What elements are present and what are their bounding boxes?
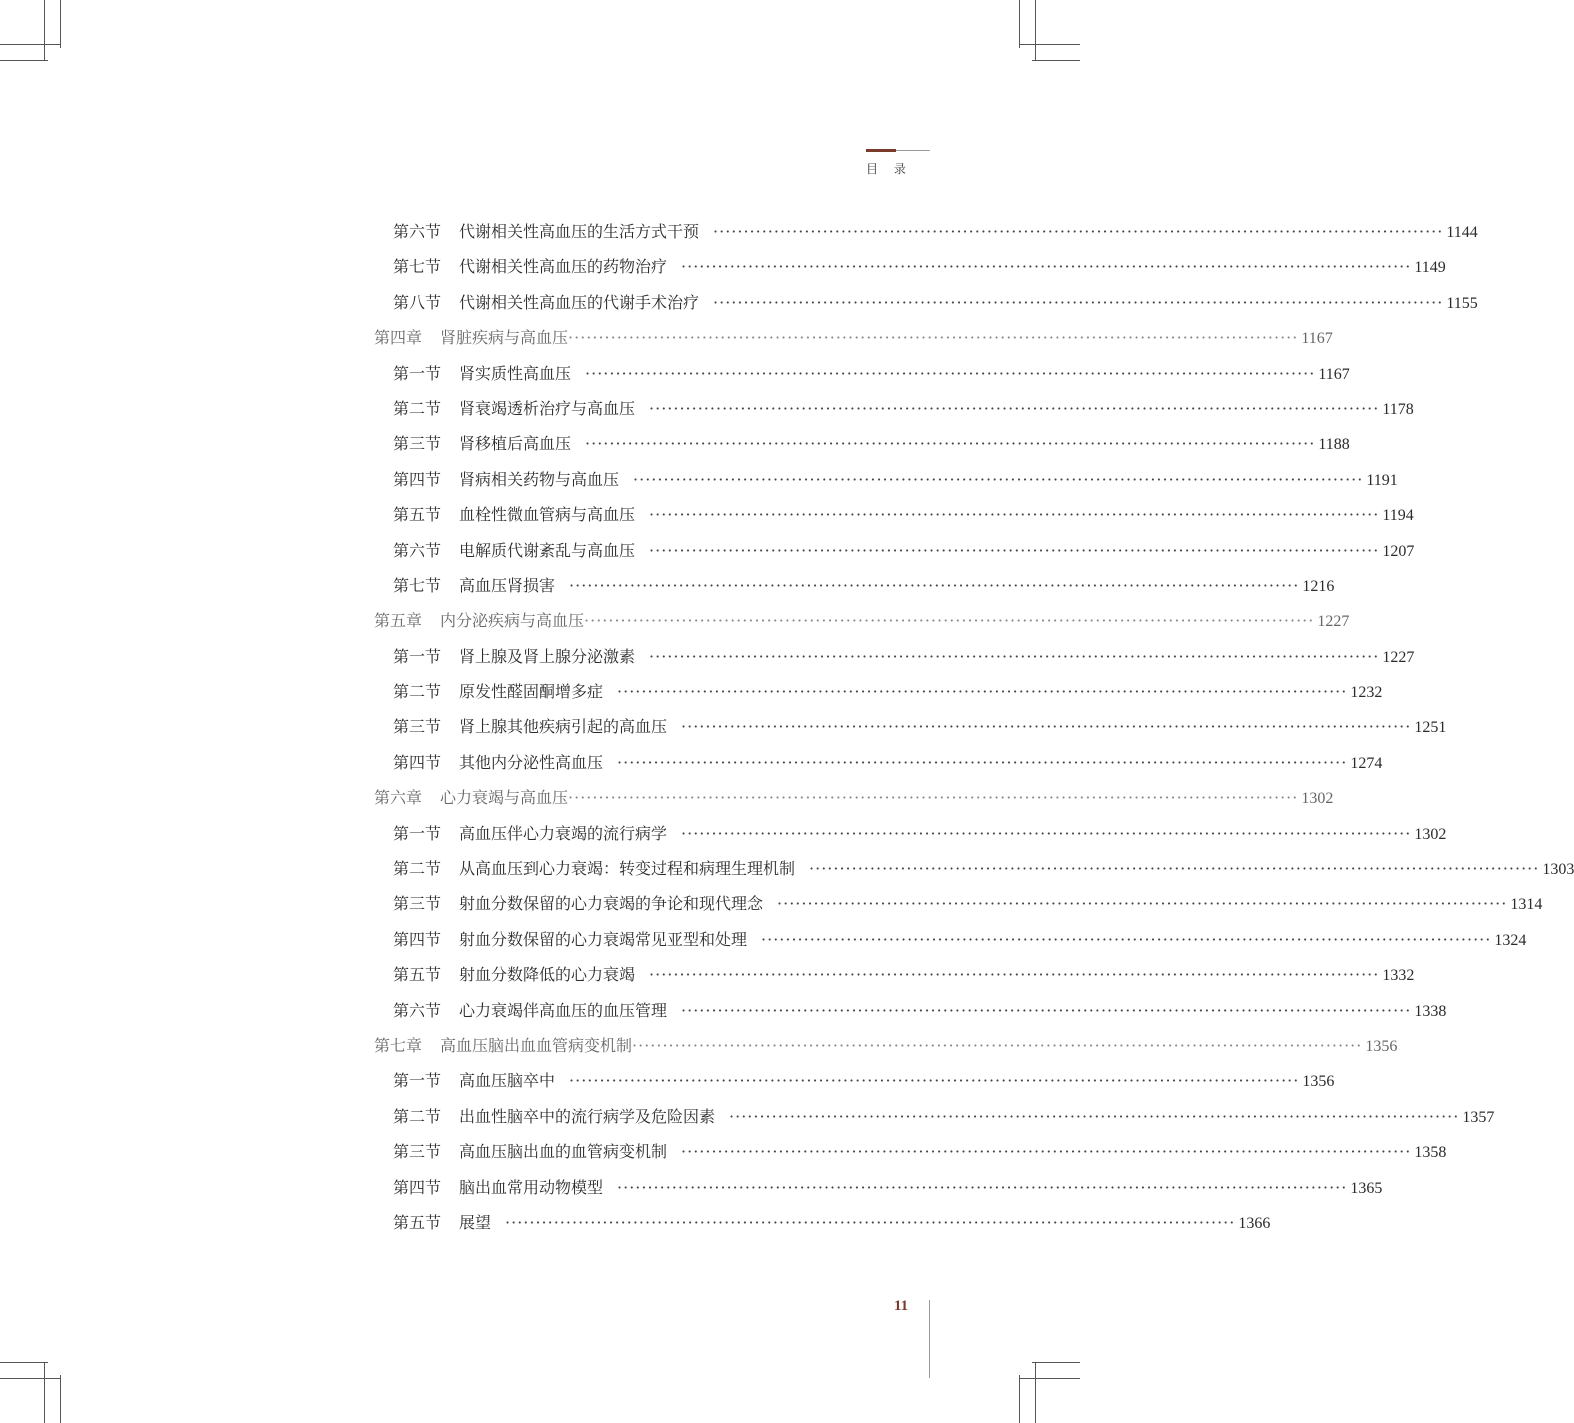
toc-section-entry[interactable] bbox=[374, 922, 1527, 957]
dot-leader: ························································································································ bbox=[585, 363, 1316, 383]
toc-section-entry[interactable] bbox=[374, 993, 1447, 1028]
crop-mark-tl-v bbox=[60, 0, 61, 48]
toc-entry-page: 1191 bbox=[1366, 471, 1398, 489]
dot-leader: ························································································································ bbox=[681, 1142, 1412, 1162]
toc-entry-page: 1227 bbox=[1382, 648, 1415, 666]
toc-entry-number: 第一节 bbox=[393, 363, 442, 383]
toc-section-entry[interactable] bbox=[374, 1205, 1271, 1240]
dot-leader: ························································································································ bbox=[584, 611, 1315, 631]
crop-mark-bl-h2 bbox=[0, 1362, 48, 1363]
crop-mark-tl-v2 bbox=[44, 0, 45, 60]
toc-entry-number: 第四节 bbox=[393, 929, 442, 949]
dot-leader: ························································································································ bbox=[713, 292, 1444, 312]
toc-section-entry[interactable] bbox=[374, 1063, 1335, 1098]
header-accent-rule bbox=[866, 149, 896, 152]
toc-entry-title: 原发性醛固酮增多症 bbox=[459, 682, 604, 702]
dot-leader: ························································································································ bbox=[649, 398, 1380, 418]
toc-entry-title: 射血分数保留的心力衰竭常见亚型和处理 bbox=[459, 929, 748, 949]
toc-entry-number: 第六节 bbox=[393, 222, 442, 241]
dot-leader: ························································································································ bbox=[649, 646, 1380, 666]
toc-entry-title: 其他内分泌性高血压 bbox=[459, 752, 604, 772]
toc-entry-page: 1194 bbox=[1382, 507, 1414, 525]
toc-section-entry[interactable] bbox=[374, 497, 1414, 532]
toc-entry-number: 第三节 bbox=[393, 1142, 442, 1162]
dot-leader: ························································································································ bbox=[569, 575, 1300, 595]
toc-entry-page: 1178 bbox=[1382, 400, 1414, 418]
dot-leader: ························································································································ bbox=[633, 469, 1364, 489]
header-rule bbox=[896, 150, 930, 151]
toc-section-entry[interactable] bbox=[374, 851, 1574, 886]
toc-entry-page: 1167 bbox=[1318, 365, 1350, 383]
crop-mark-tr-v bbox=[1019, 0, 1020, 48]
page-number: 11 bbox=[894, 1298, 909, 1314]
toc-entry-page: 1251 bbox=[1414, 719, 1447, 737]
toc-entry-number: 第五章 bbox=[374, 611, 423, 631]
toc-entry-title: 高血压脑卒中 bbox=[459, 1071, 556, 1091]
dot-leader: ························································································································ bbox=[649, 540, 1380, 560]
toc-entry-number: 第三节 bbox=[393, 894, 442, 914]
dot-leader: ························································································································ bbox=[777, 894, 1508, 914]
toc-section-entry[interactable] bbox=[374, 285, 1478, 320]
dot-leader: ························································································································ bbox=[568, 788, 1299, 808]
toc-entry-title: 肾脏疾病与高血压 bbox=[440, 328, 569, 348]
toc-entry-number: 第五节 bbox=[393, 1212, 442, 1232]
toc-entry-page: 1357 bbox=[1462, 1108, 1495, 1126]
dot-leader: ························································································································ bbox=[617, 682, 1348, 702]
dot-leader: ························································································································ bbox=[681, 823, 1412, 843]
toc-chapter-entry[interactable] bbox=[374, 320, 1333, 355]
dot-leader: ························································································································ bbox=[681, 257, 1412, 277]
toc-entry-page: 1366 bbox=[1238, 1214, 1271, 1232]
toc-entry-page: 1155 bbox=[1446, 294, 1478, 312]
dot-leader: ························································································································ bbox=[569, 1071, 1300, 1091]
dot-leader: ························································································································ bbox=[585, 434, 1316, 454]
toc-section-entry[interactable] bbox=[374, 249, 1446, 284]
toc-section-entry[interactable] bbox=[374, 709, 1447, 744]
toc-entry-title: 内分泌疾病与高血压 bbox=[440, 611, 585, 631]
toc-entry-page: 1303 bbox=[1542, 861, 1574, 879]
toc-entry-number: 第七节 bbox=[393, 257, 442, 277]
crop-mark-bl-h bbox=[0, 1378, 60, 1379]
toc-entry-page: 1144 bbox=[1446, 224, 1478, 241]
toc-entry-title: 肾实质性高血压 bbox=[459, 363, 572, 383]
toc-entry-number: 第一节 bbox=[393, 1071, 442, 1091]
toc-entry-title: 肾移植后高血压 bbox=[459, 434, 572, 454]
table-of-contents bbox=[374, 214, 1574, 1240]
toc-entry-number: 第五节 bbox=[393, 965, 442, 985]
dot-leader: ························································································································ bbox=[568, 328, 1299, 348]
toc-chapter-entry[interactable] bbox=[374, 603, 1350, 638]
dot-leader: ························································································································ bbox=[681, 717, 1412, 737]
toc-entry-title: 射血分数降低的心力衰竭 bbox=[459, 965, 636, 985]
toc-entry-number: 第二节 bbox=[393, 859, 442, 879]
crop-mark-br-v2 bbox=[1035, 1363, 1036, 1423]
toc-entry-page: 1207 bbox=[1382, 542, 1415, 560]
toc-entry-number: 第一节 bbox=[393, 823, 442, 843]
dot-leader: ························································································································ bbox=[617, 1177, 1348, 1197]
toc-entry-page: 1356 bbox=[1302, 1073, 1335, 1091]
toc-entry-page: 1358 bbox=[1414, 1144, 1447, 1162]
toc-entry-page: 1302 bbox=[1301, 790, 1334, 808]
toc-section-entry[interactable] bbox=[374, 426, 1350, 461]
toc-section-entry[interactable] bbox=[374, 356, 1350, 391]
toc-entry-title: 电解质代谢紊乱与高血压 bbox=[459, 540, 636, 560]
dot-leader: ························································································································ bbox=[681, 1000, 1412, 1020]
toc-entry-title: 代谢相关性高血压的药物治疗 bbox=[459, 257, 668, 277]
toc-section-entry[interactable] bbox=[374, 1170, 1383, 1205]
toc-section-entry[interactable] bbox=[374, 1134, 1447, 1169]
toc-entry-number: 第三节 bbox=[393, 717, 442, 737]
toc-entry-title: 展望 bbox=[459, 1212, 492, 1232]
toc-entry-title: 肾上腺及肾上腺分泌激素 bbox=[459, 646, 636, 666]
crop-mark-tl-h2 bbox=[0, 60, 48, 61]
toc-entry-number: 第二节 bbox=[393, 398, 442, 418]
dot-leader: ························································································································ bbox=[649, 505, 1380, 525]
toc-entry-title: 肾衰竭透析治疗与高血压 bbox=[459, 398, 636, 418]
toc-entry-page: 1274 bbox=[1350, 754, 1383, 772]
crop-mark-br-h2 bbox=[1032, 1362, 1080, 1363]
dot-leader: ························································································································ bbox=[761, 929, 1492, 949]
toc-section-entry[interactable] bbox=[374, 391, 1414, 426]
toc-entry-page: 1356 bbox=[1365, 1037, 1398, 1055]
toc-entry-title: 代谢相关性高血压的生活方式干预 bbox=[459, 222, 700, 241]
toc-section-entry[interactable] bbox=[374, 568, 1335, 603]
toc-entry-title: 出血性脑卒中的流行病学及危险因素 bbox=[459, 1106, 716, 1126]
toc-entry-number: 第四节 bbox=[393, 469, 442, 489]
toc-entry-number: 第二节 bbox=[393, 1106, 442, 1126]
toc-entry-page: 1227 bbox=[1317, 613, 1350, 631]
dot-leader: ························································································································ bbox=[649, 965, 1380, 985]
toc-entry-number: 第四节 bbox=[393, 752, 442, 772]
toc-section-entry[interactable] bbox=[374, 674, 1383, 709]
dot-leader: ························································································································ bbox=[617, 752, 1348, 772]
toc-entry-number: 第七章 bbox=[374, 1035, 423, 1055]
toc-entry-page: 1188 bbox=[1318, 436, 1350, 454]
toc-entry-page: 1167 bbox=[1301, 330, 1333, 348]
footer-rule bbox=[929, 1300, 930, 1378]
toc-entry-title: 高血压脑出血的血管病变机制 bbox=[459, 1142, 668, 1162]
toc-entry-page: 1216 bbox=[1302, 577, 1335, 595]
dot-leader: ························································································································ bbox=[505, 1212, 1236, 1232]
toc-entry-number: 第五节 bbox=[393, 505, 442, 525]
toc-section-entry[interactable] bbox=[374, 886, 1543, 921]
dot-leader: ························································································································ bbox=[729, 1106, 1460, 1126]
toc-section-entry[interactable] bbox=[374, 462, 1398, 497]
toc-entry-title: 高血压肾损害 bbox=[459, 575, 556, 595]
crop-mark-tl-h bbox=[0, 44, 60, 45]
running-header: 目 录 bbox=[866, 162, 912, 176]
crop-mark-tr-h bbox=[1020, 44, 1080, 45]
toc-entry-page: 1332 bbox=[1382, 967, 1415, 985]
toc-section-entry[interactable] bbox=[374, 639, 1415, 674]
toc-section-entry[interactable] bbox=[374, 816, 1447, 851]
toc-entry-number: 第二节 bbox=[393, 682, 442, 702]
toc-entry-number: 第六节 bbox=[393, 1000, 442, 1020]
toc-entry-title: 肾病相关药物与高血压 bbox=[459, 469, 620, 489]
toc-entry-title: 高血压脑出血血管病变机制 bbox=[440, 1035, 633, 1055]
toc-entry-page: 1338 bbox=[1414, 1002, 1447, 1020]
toc-entry-title: 射血分数保留的心力衰竭的争论和现代理念 bbox=[459, 894, 764, 914]
crop-mark-br-v bbox=[1019, 1375, 1020, 1423]
toc-entry-title: 血栓性微血管病与高血压 bbox=[459, 505, 636, 525]
dot-leader: ························································································································ bbox=[713, 222, 1444, 241]
toc-chapter-entry[interactable] bbox=[374, 780, 1334, 815]
crop-mark-bl-v bbox=[60, 1375, 61, 1423]
crop-mark-tr-h2 bbox=[1032, 60, 1080, 61]
toc-section-entry[interactable] bbox=[374, 1099, 1495, 1134]
crop-mark-bl-v2 bbox=[44, 1363, 45, 1423]
toc-entry-title: 从高血压到心力衰竭：转变过程和病理生理机制 bbox=[459, 859, 796, 879]
toc-entry-number: 第三节 bbox=[393, 434, 442, 454]
toc-entry-title: 心力衰竭伴高血压的血压管理 bbox=[459, 1000, 668, 1020]
toc-entry-number: 第四章 bbox=[374, 328, 423, 348]
toc-section-entry[interactable] bbox=[374, 745, 1383, 780]
toc-entry-page: 1314 bbox=[1510, 896, 1543, 914]
dot-leader: ························································································································ bbox=[809, 859, 1540, 879]
toc-section-entry[interactable] bbox=[374, 533, 1415, 568]
toc-section-entry[interactable] bbox=[374, 957, 1415, 992]
toc-entry-number: 第七节 bbox=[393, 575, 442, 595]
toc-entry-number: 第八节 bbox=[393, 292, 442, 312]
crop-mark-tr-v2 bbox=[1035, 0, 1036, 60]
toc-entry-title: 心力衰竭与高血压 bbox=[440, 788, 569, 808]
toc-entry-number: 第六节 bbox=[393, 540, 442, 560]
toc-entry-page: 1302 bbox=[1414, 825, 1447, 843]
toc-entry-title: 肾上腺其他疾病引起的高血压 bbox=[459, 717, 668, 737]
toc-chapter-entry[interactable] bbox=[374, 1028, 1398, 1063]
toc-section-entry[interactable] bbox=[374, 214, 1478, 249]
toc-entry-page: 1324 bbox=[1494, 931, 1527, 949]
toc-entry-title: 高血压伴心力衰竭的流行病学 bbox=[459, 823, 668, 843]
dot-leader: ························································································································ bbox=[632, 1035, 1363, 1055]
toc-entry-title: 脑出血常用动物模型 bbox=[459, 1177, 604, 1197]
toc-entry-number: 第一节 bbox=[393, 646, 442, 666]
crop-mark-br-h bbox=[1020, 1378, 1080, 1379]
toc-entry-number: 第六章 bbox=[374, 788, 423, 808]
toc-entry-page: 1232 bbox=[1350, 684, 1383, 702]
toc-entry-title: 代谢相关性高血压的代谢手术治疗 bbox=[459, 292, 700, 312]
toc-entry-number: 第四节 bbox=[393, 1177, 442, 1197]
toc-entry-page: 1365 bbox=[1350, 1179, 1383, 1197]
toc-entry-page: 1149 bbox=[1414, 259, 1446, 277]
